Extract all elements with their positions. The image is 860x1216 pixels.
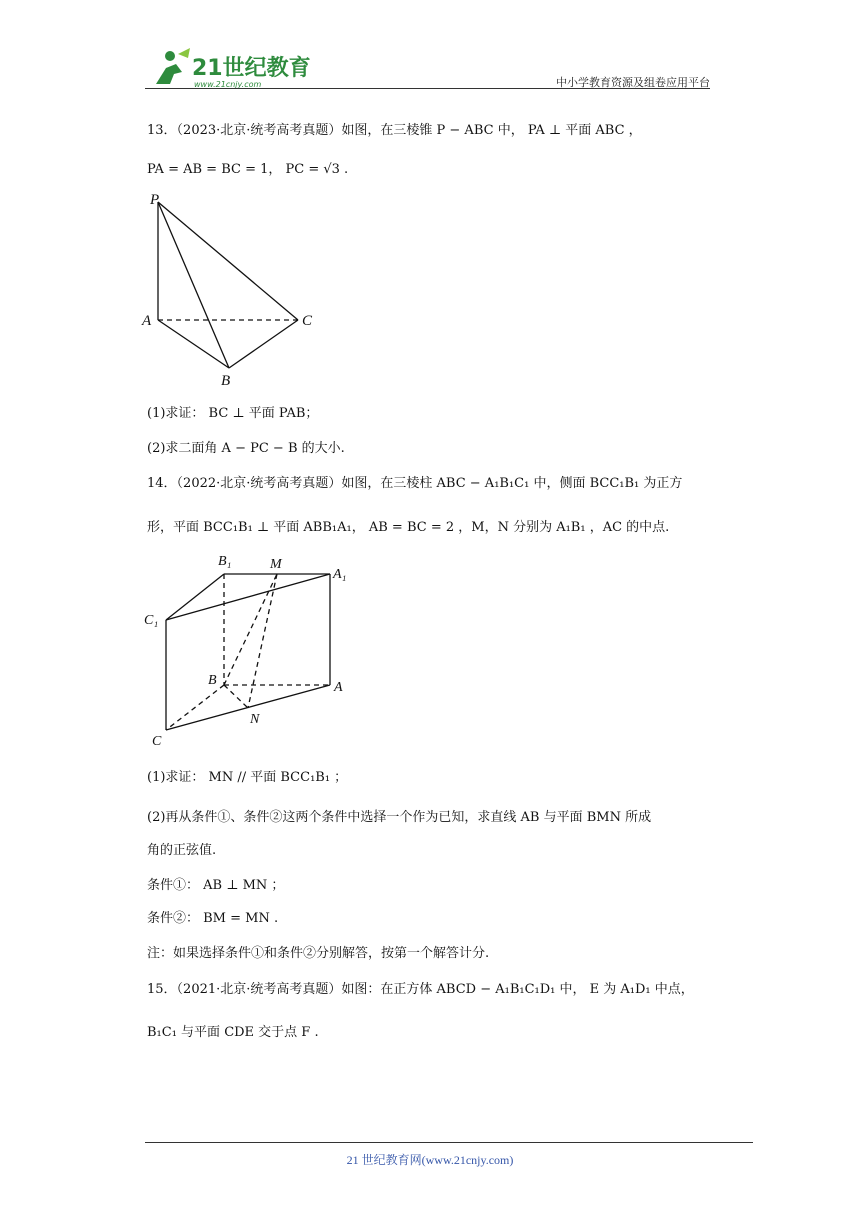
p13-question-1: (1)求证： BC ⊥ 平面 PAB； xyxy=(147,406,319,421)
edge-BC xyxy=(229,320,298,368)
p14-stem-line1: 14．（2022·北京·统考高考真题）如图，在三棱柱 ABC − A₁B₁C₁ 中，侧面 BCC₁B₁ 为正方 xyxy=(147,476,683,491)
edge-PC xyxy=(158,202,298,320)
label-N: N xyxy=(250,712,260,727)
label-B: B xyxy=(221,373,231,389)
p15-stem-line1: 15．（2021·北京·统考高考真题）如图：在正方体 ABCD − A₁B₁C₁D₁ 中， E 为 A₁D₁ 中点， xyxy=(147,982,694,997)
edge-C1A1 xyxy=(166,574,330,620)
p14-question-2a: (2)再从条件①、条件②这两个条件中选择一个作为已知，求直线 AB 与平面 BMN 所成 xyxy=(147,810,652,825)
label-B: B xyxy=(208,673,217,688)
logo-text: 21世纪教育 xyxy=(192,56,311,81)
header-divider xyxy=(145,88,710,89)
segment-BN-hidden xyxy=(224,685,248,708)
edge-C1B1 xyxy=(166,574,224,620)
p13-stem-line1: 13．（2023·北京·统考高考真题）如图，在三棱锥 P − ABC 中， PA ⊥ 平面 ABC ， xyxy=(147,123,642,138)
figure-13-pyramid xyxy=(140,190,330,390)
logo-url: www.21cnjy.com xyxy=(194,80,262,89)
label-B1: B₁ xyxy=(218,554,232,569)
label-A: A xyxy=(142,313,152,329)
segment-MN-hidden xyxy=(248,574,277,708)
label-C: C xyxy=(302,313,313,329)
p14-stem-line2: 形，平面 BCC₁B₁ ⊥ 平面 ABB₁A₁， AB = BC = 2 ，M，N 分别为 A₁B₁ ，AC 的中点. xyxy=(147,520,670,535)
label-P: P xyxy=(150,192,160,208)
figure-14-prism xyxy=(140,548,360,753)
label-A1: A₁ xyxy=(333,567,347,582)
label-A: A xyxy=(334,680,343,695)
p13-stem-line2: PA = AB = BC = 1， PC = √3 . xyxy=(147,162,349,177)
p14-question-2b: 角的正弦值. xyxy=(147,843,217,858)
footer-divider xyxy=(145,1142,753,1143)
edge-PB xyxy=(158,202,229,368)
p13-question-2: (2)求二面角 A − PC − B 的大小. xyxy=(147,441,345,456)
edge-BC-hidden xyxy=(166,685,224,730)
p14-note: 注：如果选择条件①和条件②分别解答，按第一个解答计分. xyxy=(147,946,490,961)
p14-question-1: (1)求证： MN // 平面 BCC₁B₁ ； xyxy=(147,770,348,785)
label-M: M xyxy=(270,557,282,572)
p14-condition-1: 条件①： AB ⊥ MN ； xyxy=(147,878,285,893)
footer-link[interactable]: 21 世纪教育网(www.21cnjy.com) xyxy=(346,1153,514,1167)
header-tagline: 中小学教育资源及组卷应用平台 xyxy=(556,76,710,89)
runner-logo-icon xyxy=(156,48,190,84)
site-logo xyxy=(148,44,318,92)
label-C: C xyxy=(152,734,162,749)
label-C1: C₁ xyxy=(144,613,159,628)
p15-stem-line2: B₁C₁ 与平面 CDE 交于点 F . xyxy=(147,1025,319,1040)
p14-condition-2: 条件②： BM = MN . xyxy=(147,911,279,926)
